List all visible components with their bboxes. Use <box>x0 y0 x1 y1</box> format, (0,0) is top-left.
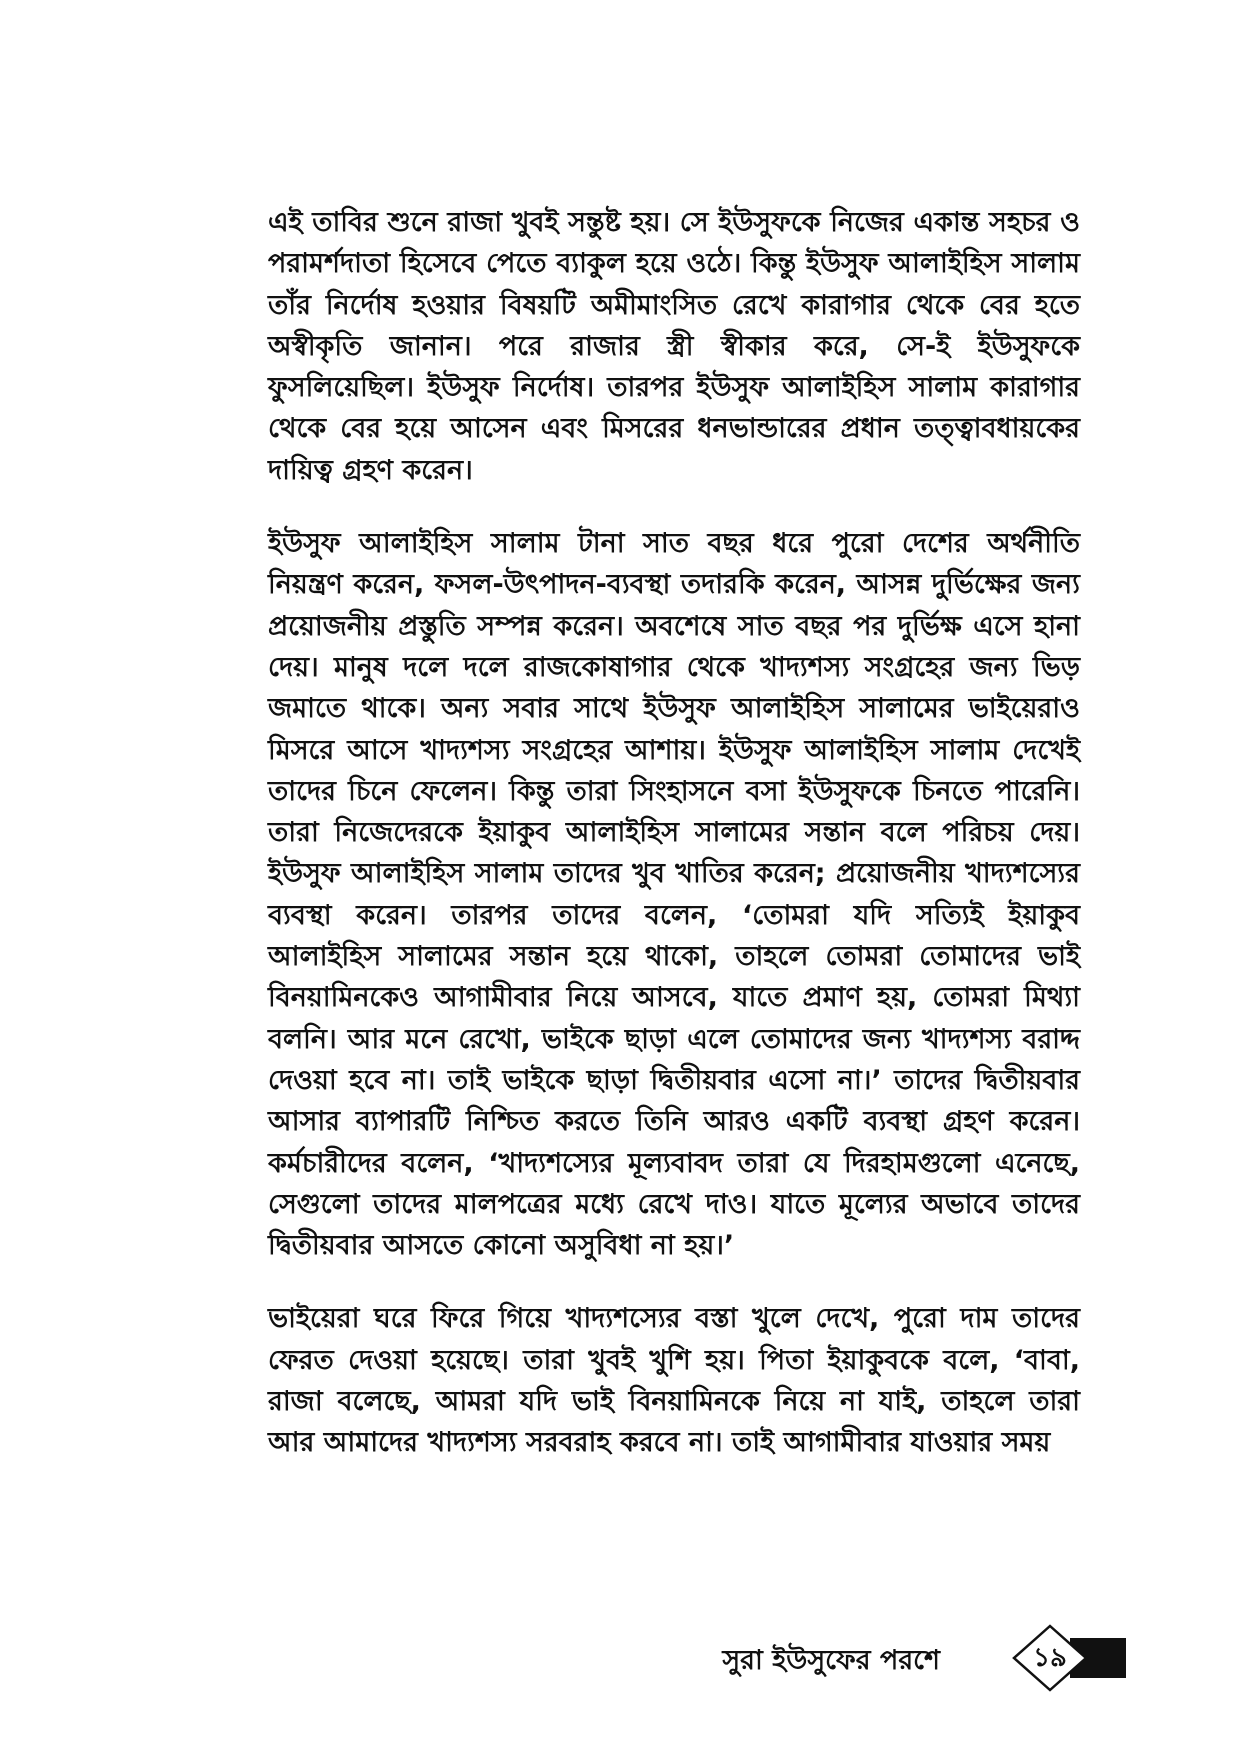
page-number-badge <box>1012 1624 1088 1692</box>
paragraph-1: এই তাবির শুনে রাজা খুবই সন্তুষ্ট হয়। সে ইউসুফকে নিজের একান্ত সহচর ও পরামর্শদাতা হিসেবে পেতে ব্যাকুল হয়ে ওঠে। কিন্তু ইউসুফ আলাইহিস সালাম তাঁর নির্দোষ হওয়ার বিষয়টি অমীমাংসিত রেখে কারাগার থেকে বের হতে অস্বীকৃতি জানান। পরে রাজার স্ত্রী স্বীকার করে, সে-ই ইউসুফকে ফুসলিয়েছিল। ইউসুফ নির্দোষ। তারপর ইউসুফ আলাইহিস সালাম কারাগার থেকে বের হয়ে আসেন এবং মিসরের ধনভান্ডারের প্রধান তত্ত্বাবধায়কের দায়িত্ব গ্রহণ করেন। <box>268 207 1080 486</box>
page-number: ১৯ <box>1033 1643 1067 1673</box>
running-title: সুরা ইউসুফের পরশে <box>722 1645 940 1676</box>
paragraph-3: ভাইয়েরা ঘরে ফিরে গিয়ে খাদ্যশস্যের বস্তা খুলে দেখে, পুরো দাম তাদের ফেরত দেওয়া হয়েছে। তারা খুবই খুশি হয়। পিতা ইয়াকুবকে বলে, ‘বাবা, রাজা বলেছে, আমরা যদি ভাই বিনয়ামিনকে নিয়ে না যাই, তাহলে তারা আর আমাদের খাদ্যশস্য সরবরাহ করবে না। তাই আগামীবার যাওয়ার সময় <box>268 1303 1080 1459</box>
paragraph-2: ইউসুফ আলাইহিস সালাম টানা সাত বছর ধরে পুরো দেশের অর্থনীতি নিয়ন্ত্রণ করেন, ফসল-উৎপাদন-ব্যবস্থা তদারকি করেন, আসন্ন দুর্ভিক্ষের জন্য প্রয়োজনীয় প্রস্তুতি সম্পন্ন করেন। অবশেষে সাত বছর পর দুর্ভিক্ষ এসে হানা দেয়। মানুষ দলে দলে রাজকোষাগার থেকে খাদ্যশস্য সংগ্রহের জন্য ভিড় জমাতে থাকে। অন্য সবার সাথে ইউসুফ আলাইহিস সালামের ভাইয়েরাও মিসরে আসে খাদ্যশস্য সংগ্রহের আশায়। ইউসুফ আলাইহিস সালাম দেখেই তাদের চিনে ফেলেন। কিন্তু তারা সিংহাসনে বসা ইউসুফকে চিনতে পারেনি। তারা নিজেদেরকে ইয়াকুব আলাইহিস সালামের সন্তান বলে পরিচয় দেয়। ইউসুফ আলাইহিস সালাম তাদের খুব খাতির করেন; প্রয়োজনীয় খাদ্যশস্যের ব্যবস্থা করেন। তারপর তাদের বলেন, ‘তোমরা যদি সত্যিই ইয়াকুব আলাইহিস সালামের সন্তান হয়ে থাকো, তাহলে তোমরা তোমাদের ভাই বিনয়ামিনকেও আগামীবার নিয়ে আসবে, যাতে প্রমাণ হয়, তোমরা মিথ্যা বলনি। আর মনে রেখো, ভাইকে ছাড়া এলে তোমাদের জন্য খাদ্যশস্য বরাদ্দ দেওয়া হবে না। তাই ভাইকে ছাড়া দ্বিতীয়বার এসো না।’ তাদের দ্বিতীয়বার আসার ব্যাপারটি নিশ্চিত করতে তিনি আরও একটি ব্যবস্থা গ্রহণ করেন। কর্মচারীদের বলেন, ‘খাদ্যশস্যের মূল্যবাবদ তারা যে দিরহামগুলো এনেছে, সেগুলো তাদের মালপত্রের মধ্যে রেখে দাও। যাতে মূল্যের অভাবে তাদের দ্বিতীয়বার আসতে কোনো অসুবিধা না হয়।’ <box>268 528 1080 1262</box>
body-text <box>268 202 1080 1496</box>
page-footer <box>0 1620 1240 1700</box>
